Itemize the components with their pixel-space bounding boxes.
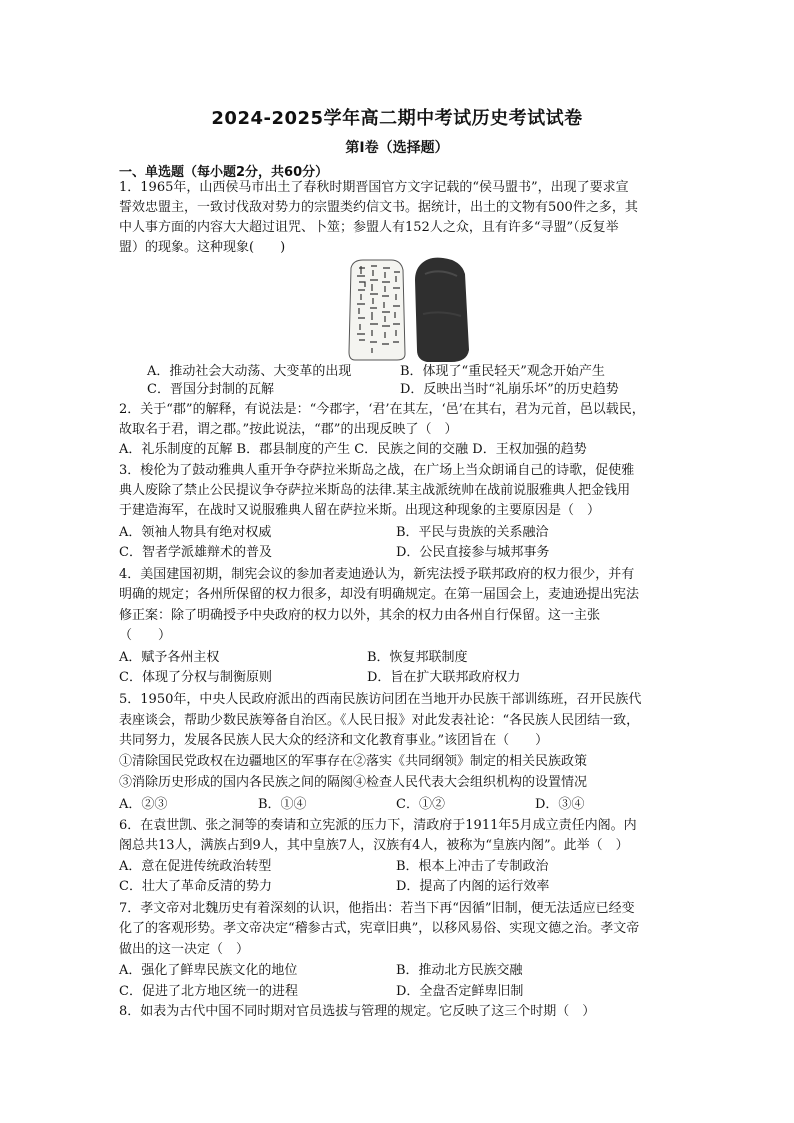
option-a: A．强化了鲜卑民族文化的地位 [119,963,298,978]
question-3-line: 典人废除了禁止公民提议争夺萨拉米斯岛的法律.某主战派统帅在战前说服雅典人把金钱用 [119,483,631,498]
option-a: A．意在促进传统政治转型 [119,859,272,874]
question-5-line: 表座谈会，帮助少数民族筹备自治区。《人民日报》对此发表社论：“各民族人民团结一致， [119,713,640,728]
question-2-line: 故取名于君，谓之郡。”按此说法，“郡”的出现反映了（ ） [119,422,458,437]
question-6-line: 6．在袁世凯、张之洞等的奏请和立宪派的压力下，清政府于1911年5月成立责任内阁。内 [119,818,637,833]
option-d: D．旨在扩大联邦政府权力 [367,670,521,685]
option-d: D．反映出当时“礼崩乐坏”的历史趋势 [400,382,619,397]
option-a: A．②③ [119,797,168,812]
question-5-statement: ③消除历史形成的国内各民族之间的隔阂④检查人民代表大会组织机构的设置情况 [119,775,588,790]
option-d: D．公民直接参与城邦事务 [396,545,550,560]
option-d: D．提高了内阁的运行效率 [396,879,550,894]
option-c: C．智者学派雄辩术的普及 [119,545,272,560]
option-b: B．平民与贵族的关系融洽 [396,525,549,540]
option-c: C．促进了北方地区统一的进程 [119,984,298,999]
option-d: D．③④ [535,797,585,812]
question-3-line: 3．梭伦为了鼓动雅典人重开争夺萨拉米斯岛之战，在广场上当众朗诵自己的诗歌，促使雅 [119,463,635,478]
option-a: A．赋予各州主权 [119,650,220,665]
question-8-line: 8．如表为古代中国不同时期对官员选拔与管理的规定。它反映了这三个时期（ ） [119,1004,596,1019]
question-7-line: 化了的客观形势。孝文帝决定“稽参古式，宪章旧典”，以移风易俗、实现文德之治。孝文帝 [119,921,640,936]
houma-covenant-image [345,254,475,364]
question-4-line: 修正案：除了明确授予中央政府的权力以外，其余的权力由各州自行保留。这一主张 [119,608,601,623]
question-4-line: 4．美国建国初期，制宪会议的参加者麦迪逊认为，新宪法授予联邦政府的权力很少，并有 [119,567,635,582]
question-5-statement: ①清除国民党政权在边疆地区的军事存在②落实《共同纲领》制定的相关民族政策 [119,754,588,769]
question-5-line: 5．1950年，中央人民政府派出的西南民族访问团在当地开办民族干部训练班，召开民族代 [119,692,642,707]
question-4-line: 明确的规定；各州所保留的权力很多，却没有明确规定。在第一届国会上，麦迪逊提出宪法 [119,587,640,602]
option-b: B．①④ [258,797,307,812]
question-6-line: 阁总共13人，满族占到9人，其中皇族7人，汉族有4人，被称为“皇族内阁”。此举（ ） [119,838,629,853]
question-4-line: （ ） [119,628,172,643]
option-c: C．晋国分封制的瓦解 [147,382,274,397]
question-1-line: 盟）的现象。这种现象( ) [119,240,286,255]
option-a: A．推动社会大动荡、大变革的出现 [147,364,352,379]
option-c: C．体现了分权与制衡原则 [119,670,272,685]
question-7-line: 做出的这一决定（ ） [119,942,250,957]
volume-heading: 第Ⅰ卷（选择题） [345,140,449,156]
question-1-line: 1．1965年，山西侯马市出土了春秋时期晋国官方文字记载的“侯马盟书”，出现了要求宣 [119,180,629,195]
option-c: C．①② [396,797,445,812]
question-3-line: 于建造海军，在战时又说服雅典人留在萨拉米斯。出现这种现象的主要原因是（ ） [119,503,601,518]
option-b: B．体现了“重民轻天”观念开始产生 [400,364,605,379]
question-2-line: 2．关于“郡”的解释，有说法是：“今郡字，‘君’在其左，‘邑’在其右，君为元首，邑以载民， [119,402,645,417]
question-7-line: 7．孝文帝对北魏历史有着深刻的认识，他指出：若当下再“因循”旧制，便无法适应已经变 [119,901,635,916]
option-c: C．壮大了革命反清的势力 [119,879,272,894]
question-1-line: 中人事方面的内容大大超过诅咒、卜筮；参盟人有152人之众，且有许多“寻盟”（反复举 [119,220,619,235]
question-5-line: 共同努力，发展各民族人民大众的经济和文化教育事业。”该团旨在（ ） [119,733,549,748]
option-a: A．领袖人物具有绝对权威 [119,525,272,540]
exam-title: 2024-2025学年高二期中考试历史考试试卷 [211,108,583,129]
option-b: B．恢复邦联制度 [367,650,468,665]
option-d: D．全盘否定鲜卑旧制 [396,984,524,999]
option-b: B．根本上冲击了专制政治 [396,859,549,874]
question-1-line: 誓效忠盟主，一致讨伐敌对势力的宗盟类约信文书。据统计，出土的文物有500件之多，其 [119,200,638,215]
option-b: B．推动北方民族交融 [396,963,523,978]
question-2-options: A．礼乐制度的瓦解 B．郡县制度的产生 C．民族之间的交融 D．王权加强的趋势 [119,442,587,457]
section-heading: 一、单选题（每小题2分，共60分） [119,165,329,180]
